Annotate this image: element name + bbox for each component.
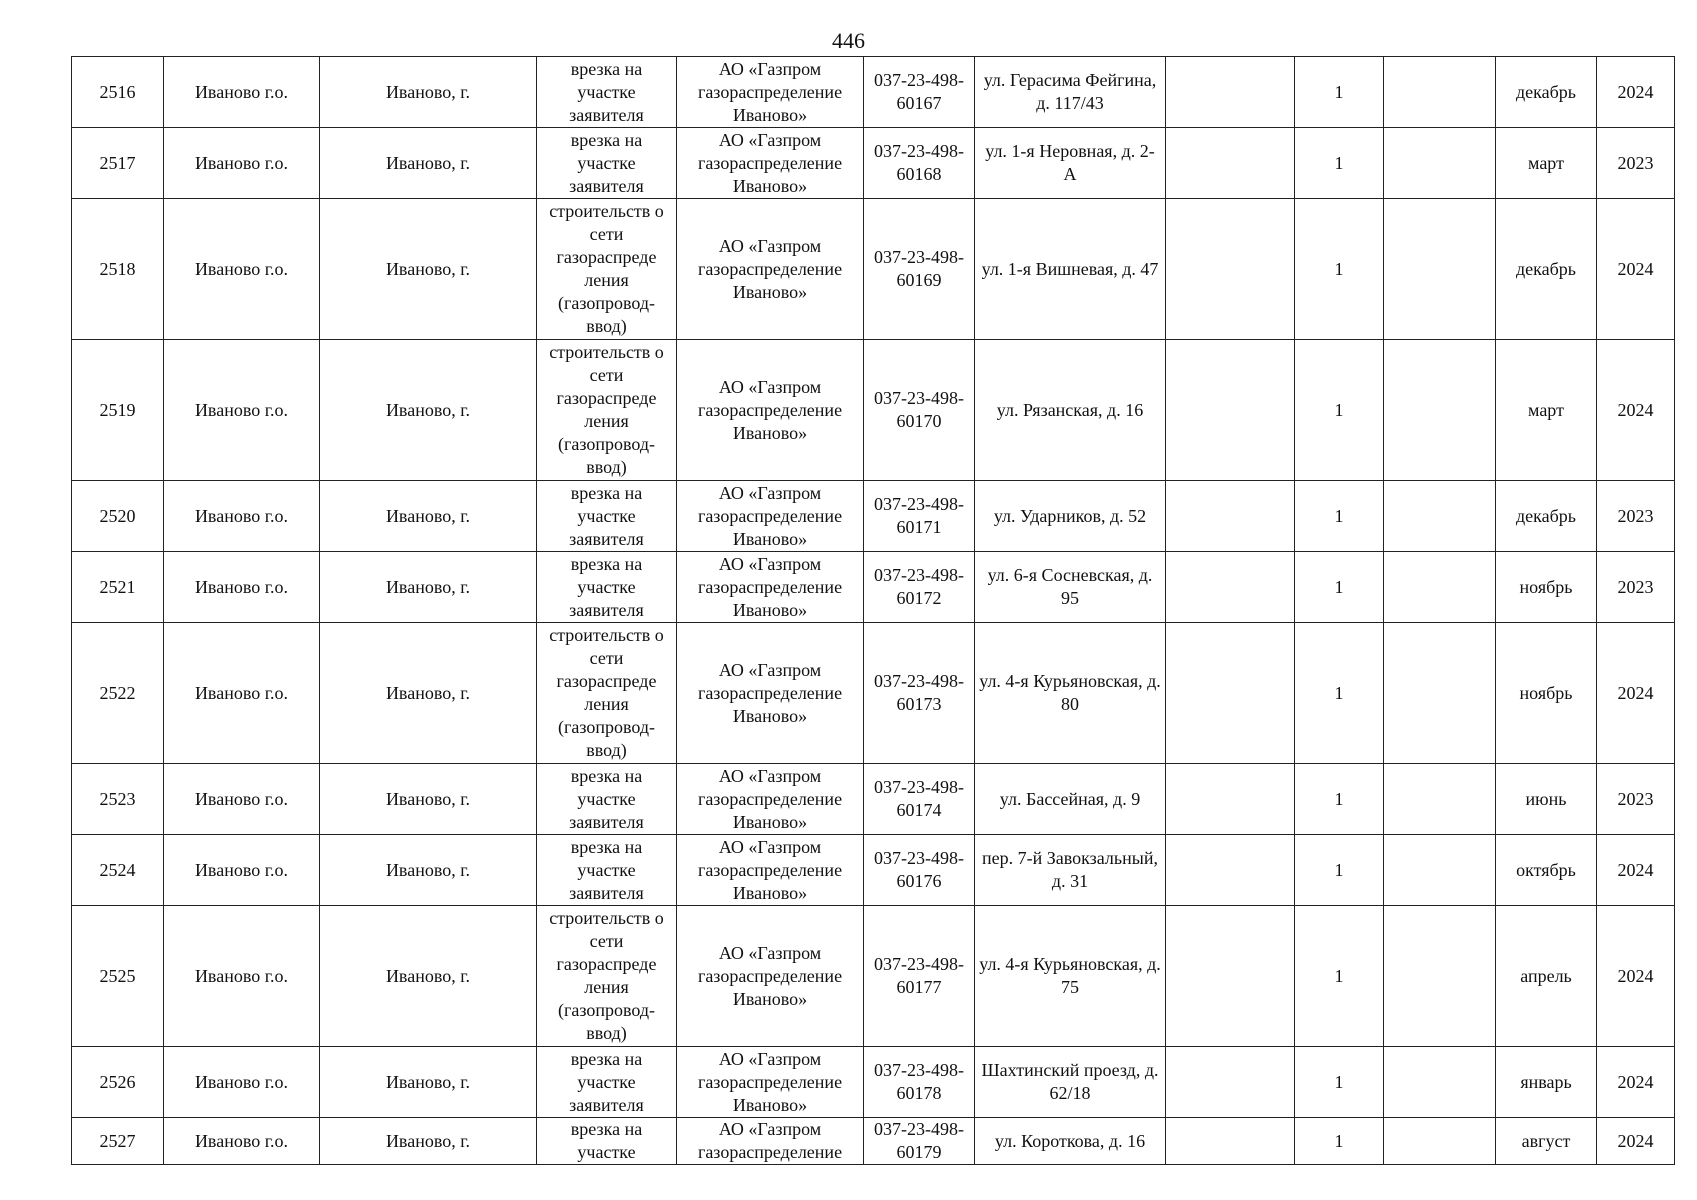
row-number-cell: 2526: [72, 1047, 164, 1118]
month-cell: апрель: [1496, 906, 1597, 1047]
row-number-cell: 2520: [72, 481, 164, 552]
organization-cell: АО «Газпром газораспределение Иваново»: [677, 128, 864, 199]
empty-cell: [1384, 906, 1496, 1047]
table-row: [72, 623, 1675, 764]
empty-cell: [1384, 623, 1496, 764]
year-cell: 2024: [1597, 1047, 1675, 1118]
address-cell: Шахтинский проезд, д. 62/18: [975, 1047, 1166, 1118]
empty-cell: [1384, 481, 1496, 552]
table-row: [72, 764, 1675, 835]
empty-cell: [1166, 906, 1295, 1047]
organization-cell: АО «Газпром газораспределение Иваново»: [677, 1047, 864, 1118]
quantity-cell: 1: [1295, 552, 1384, 623]
work-type-cell: врезка на участке заявителя: [537, 835, 677, 906]
district-cell: Иваново г.о.: [164, 552, 320, 623]
address-cell: ул. 1-я Неровная, д. 2-А: [975, 128, 1166, 199]
empty-cell: [1166, 199, 1295, 340]
year-cell: 2024: [1597, 623, 1675, 764]
empty-cell: [1166, 340, 1295, 481]
code-cell: 037-23-498-60178: [864, 1047, 975, 1118]
quantity-cell: 1: [1295, 340, 1384, 481]
table-row: [72, 128, 1675, 199]
year-cell: 2024: [1597, 57, 1675, 128]
locality-cell: Иваново, г.: [320, 340, 537, 481]
table-row: [72, 340, 1675, 481]
registry-table: [71, 56, 1675, 1165]
work-type-cell: врезка на участке заявителя: [537, 128, 677, 199]
organization-cell: АО «Газпром газораспределение Иваново»: [677, 623, 864, 764]
address-cell: ул. Короткова, д. 16: [975, 1118, 1166, 1165]
month-cell: ноябрь: [1496, 552, 1597, 623]
month-cell: декабрь: [1496, 481, 1597, 552]
row-number-cell: 2525: [72, 906, 164, 1047]
empty-cell: [1166, 623, 1295, 764]
row-number-cell: 2518: [72, 199, 164, 340]
code-cell: 037-23-498-60169: [864, 199, 975, 340]
locality-cell: Иваново, г.: [320, 57, 537, 128]
address-cell: ул. Герасима Фейгина, д. 117/43: [975, 57, 1166, 128]
code-cell: 037-23-498-60173: [864, 623, 975, 764]
year-cell: 2024: [1597, 906, 1675, 1047]
organization-cell: АО «Газпром газораспределение Иваново»: [677, 552, 864, 623]
empty-cell: [1384, 764, 1496, 835]
organization-cell: АО «Газпром газораспределение Иваново»: [677, 57, 864, 128]
district-cell: Иваново г.о.: [164, 1047, 320, 1118]
empty-cell: [1166, 552, 1295, 623]
locality-cell: Иваново, г.: [320, 835, 537, 906]
row-number-cell: 2519: [72, 340, 164, 481]
organization-cell: АО «Газпром газораспределение Иваново»: [677, 906, 864, 1047]
locality-cell: Иваново, г.: [320, 764, 537, 835]
empty-cell: [1166, 1047, 1295, 1118]
year-cell: 2024: [1597, 835, 1675, 906]
district-cell: Иваново г.о.: [164, 128, 320, 199]
work-type-cell: врезка на участке заявителя: [537, 1047, 677, 1118]
month-cell: март: [1496, 340, 1597, 481]
code-cell: 037-23-498-60174: [864, 764, 975, 835]
locality-cell: Иваново, г.: [320, 128, 537, 199]
district-cell: Иваново г.о.: [164, 1118, 320, 1165]
work-type-cell: строительств о сети газораспреде ления (газопровод-ввод): [537, 623, 677, 764]
month-cell: июнь: [1496, 764, 1597, 835]
district-cell: Иваново г.о.: [164, 57, 320, 128]
table-body: [72, 57, 1675, 1165]
month-cell: декабрь: [1496, 57, 1597, 128]
quantity-cell: 1: [1295, 1047, 1384, 1118]
address-cell: ул. Ударников, д. 52: [975, 481, 1166, 552]
address-cell: ул. 6-я Сосневская, д. 95: [975, 552, 1166, 623]
district-cell: Иваново г.о.: [164, 623, 320, 764]
locality-cell: Иваново, г.: [320, 481, 537, 552]
organization-cell: АО «Газпром газораспределение Иваново»: [677, 481, 864, 552]
month-cell: январь: [1496, 1047, 1597, 1118]
empty-cell: [1384, 1047, 1496, 1118]
locality-cell: Иваново, г.: [320, 552, 537, 623]
code-cell: 037-23-498-60176: [864, 835, 975, 906]
district-cell: Иваново г.о.: [164, 340, 320, 481]
year-cell: 2023: [1597, 128, 1675, 199]
work-type-cell: врезка на участке заявителя: [537, 57, 677, 128]
code-cell: 037-23-498-60177: [864, 906, 975, 1047]
year-cell: 2024: [1597, 340, 1675, 481]
organization-cell: АО «Газпром газораспределение Иваново»: [677, 340, 864, 481]
empty-cell: [1384, 340, 1496, 481]
empty-cell: [1384, 552, 1496, 623]
table-row: [72, 481, 1675, 552]
empty-cell: [1384, 57, 1496, 128]
month-cell: октябрь: [1496, 835, 1597, 906]
work-type-cell: врезка на участке заявителя: [537, 481, 677, 552]
address-cell: ул. 4-я Курьяновская, д. 75: [975, 906, 1166, 1047]
table-row: [72, 1047, 1675, 1118]
work-type-cell: врезка на участке заявителя: [537, 764, 677, 835]
table-row: [72, 199, 1675, 340]
work-type-cell: врезка на участке заявителя: [537, 552, 677, 623]
quantity-cell: 1: [1295, 906, 1384, 1047]
row-number-cell: 2527: [72, 1118, 164, 1165]
address-cell: ул. Бассейная, д. 9: [975, 764, 1166, 835]
row-number-cell: 2516: [72, 57, 164, 128]
empty-cell: [1384, 1118, 1496, 1165]
organization-cell: АО «Газпром газораспределение Иваново»: [677, 764, 864, 835]
quantity-cell: 1: [1295, 199, 1384, 340]
table-row: [72, 1118, 1675, 1165]
table-row: [72, 906, 1675, 1047]
year-cell: 2023: [1597, 552, 1675, 623]
organization-cell: АО «Газпром газораспределение: [677, 1118, 864, 1165]
locality-cell: Иваново, г.: [320, 199, 537, 340]
empty-cell: [1384, 835, 1496, 906]
month-cell: март: [1496, 128, 1597, 199]
row-number-cell: 2517: [72, 128, 164, 199]
row-number-cell: 2522: [72, 623, 164, 764]
quantity-cell: 1: [1295, 764, 1384, 835]
work-type-cell: строительств о сети газораспреде ления (газопровод-ввод): [537, 199, 677, 340]
empty-cell: [1384, 128, 1496, 199]
address-cell: ул. 4-я Курьяновская, д. 80: [975, 623, 1166, 764]
empty-cell: [1166, 57, 1295, 128]
code-cell: 037-23-498-60170: [864, 340, 975, 481]
empty-cell: [1166, 835, 1295, 906]
address-cell: пер. 7-й Завокзальный, д. 31: [975, 835, 1166, 906]
table-row: [72, 835, 1675, 906]
district-cell: Иваново г.о.: [164, 199, 320, 340]
year-cell: 2023: [1597, 764, 1675, 835]
empty-cell: [1166, 1118, 1295, 1165]
address-cell: ул. 1-я Вишневая, д. 47: [975, 199, 1166, 340]
table-row: [72, 57, 1675, 128]
page-number: 446: [832, 28, 865, 53]
year-cell: 2024: [1597, 199, 1675, 340]
quantity-cell: 1: [1295, 57, 1384, 128]
code-cell: 037-23-498-60171: [864, 481, 975, 552]
row-number-cell: 2523: [72, 764, 164, 835]
quantity-cell: 1: [1295, 481, 1384, 552]
locality-cell: Иваново, г.: [320, 1118, 537, 1165]
year-cell: 2023: [1597, 481, 1675, 552]
empty-cell: [1384, 199, 1496, 340]
code-cell: 037-23-498-60168: [864, 128, 975, 199]
locality-cell: Иваново, г.: [320, 1047, 537, 1118]
address-cell: ул. Рязанская, д. 16: [975, 340, 1166, 481]
empty-cell: [1166, 481, 1295, 552]
quantity-cell: 1: [1295, 623, 1384, 764]
quantity-cell: 1: [1295, 835, 1384, 906]
code-cell: 037-23-498-60167: [864, 57, 975, 128]
table-row: [72, 552, 1675, 623]
organization-cell: АО «Газпром газораспределение Иваново»: [677, 199, 864, 340]
code-cell: 037-23-498-60179: [864, 1118, 975, 1165]
district-cell: Иваново г.о.: [164, 835, 320, 906]
work-type-cell: врезка на участке: [537, 1118, 677, 1165]
district-cell: Иваново г.о.: [164, 906, 320, 1047]
quantity-cell: 1: [1295, 128, 1384, 199]
month-cell: декабрь: [1496, 199, 1597, 340]
locality-cell: Иваново, г.: [320, 623, 537, 764]
work-type-cell: строительств о сети газораспреде ления (газопровод-ввод): [537, 340, 677, 481]
locality-cell: Иваново, г.: [320, 906, 537, 1047]
district-cell: Иваново г.о.: [164, 764, 320, 835]
quantity-cell: 1: [1295, 1118, 1384, 1165]
empty-cell: [1166, 128, 1295, 199]
month-cell: август: [1496, 1118, 1597, 1165]
row-number-cell: 2521: [72, 552, 164, 623]
district-cell: Иваново г.о.: [164, 481, 320, 552]
organization-cell: АО «Газпром газораспределение Иваново»: [677, 835, 864, 906]
code-cell: 037-23-498-60172: [864, 552, 975, 623]
month-cell: ноябрь: [1496, 623, 1597, 764]
empty-cell: [1166, 764, 1295, 835]
year-cell: 2024: [1597, 1118, 1675, 1165]
row-number-cell: 2524: [72, 835, 164, 906]
work-type-cell: строительств о сети газораспреде ления (газопровод-ввод): [537, 906, 677, 1047]
